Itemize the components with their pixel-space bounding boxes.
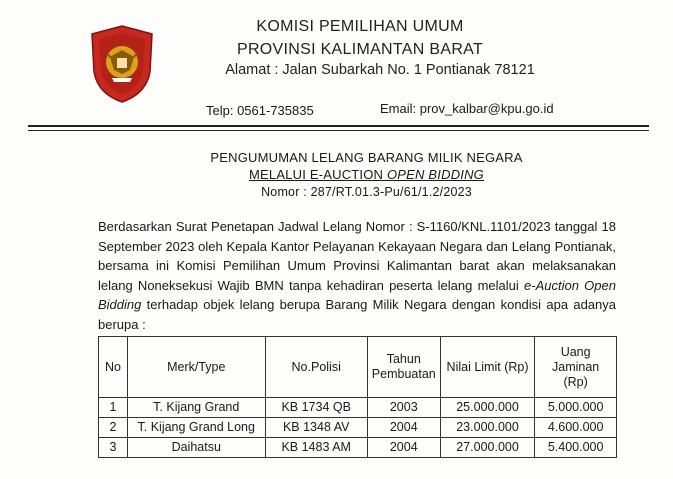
col-header: Merk/Type — [127, 337, 265, 398]
cell-limit: 25.000.000 — [440, 398, 535, 418]
cell-no: 3 — [99, 438, 128, 458]
auction-table — [98, 336, 617, 458]
announcement-subtitle — [30, 167, 673, 182]
table-row — [99, 398, 617, 418]
col-header: Uang Jaminan (Rp) — [535, 337, 617, 398]
cell-deposit: 4.600.000 — [535, 418, 617, 438]
cell-deposit: 5.000.000 — [535, 398, 617, 418]
paragraph-italic: e-Auction Open Bidding — [98, 277, 616, 312]
subtitle-italic: OPEN BIDDING — [386, 167, 484, 182]
cell-type: T. Kijang Grand — [127, 398, 265, 418]
cell-plate: KB 1348 AV — [265, 418, 367, 438]
paragraph-end: terhadap objek lelang berupa Barang Milik Negara dengan kondisi apa adanya berupa : — [98, 297, 616, 332]
org-line-2: PROVINSI KALIMANTAN BARAT — [236, 41, 484, 58]
phone: Telp: 0561-735835 — [206, 103, 314, 118]
cell-no: 1 — [99, 398, 128, 418]
address: Alamat : Jalan Subarkah No. 1 Pontianak 78121 — [225, 62, 535, 78]
col-header: No — [99, 337, 128, 398]
body-paragraph — [98, 217, 616, 334]
paragraph-text: Berdasarkan Surat Penetapan Jadwal Lelang Nomor : S-1160/KNL.1101/2023 tanggal 18 September 2023 oleh Kepala Kantor Pelayanan Kekayaan Negara dan Lelang Pontianak, bersama ini Komisi Pemilihan Umum Provinsi Kalimantan barat akan melaksanakan lelang Noneksekusi Wajib BMN tanpa kehadiran peserta lelang melalui — [98, 219, 616, 293]
cell-limit: 27.000.000 — [440, 438, 535, 458]
cell-limit: 23.000.000 — [440, 418, 535, 438]
cell-plate: KB 1483 AM — [265, 438, 367, 458]
table-row — [99, 438, 617, 458]
header-rule-thin — [28, 130, 649, 131]
cell-year: 2004 — [367, 418, 440, 438]
cell-year: 2004 — [367, 438, 440, 458]
col-header: Tahun Pembuatan — [367, 337, 440, 398]
table-header-row — [99, 337, 617, 398]
cell-plate: KB 1734 QB — [265, 398, 367, 418]
cell-type: Daihatsu — [127, 438, 265, 458]
header-rule-thick — [28, 125, 649, 127]
org-line-1: KOMISI PEMILIHAN UMUM — [256, 18, 464, 35]
announcement-title: PENGUMUMAN LELANG BARANG MILIK NEGARA — [210, 150, 523, 165]
col-header: No.Polisi — [265, 337, 367, 398]
email: Email: prov_kalbar@kpu.go.id — [380, 101, 554, 116]
table-row — [99, 418, 617, 438]
cell-no: 2 — [99, 418, 128, 438]
col-header: Nilai Limit (Rp) — [440, 337, 535, 398]
cell-year: 2003 — [367, 398, 440, 418]
cell-deposit: 5.400.000 — [535, 438, 617, 458]
subtitle-prefix: MELALUI E-AUCTION — [249, 167, 387, 182]
cell-type: T. Kijang Grand Long — [127, 418, 265, 438]
announcement-number: Nomor : 287/RT.01.3-Pu/61/1.2/2023 — [261, 185, 472, 199]
